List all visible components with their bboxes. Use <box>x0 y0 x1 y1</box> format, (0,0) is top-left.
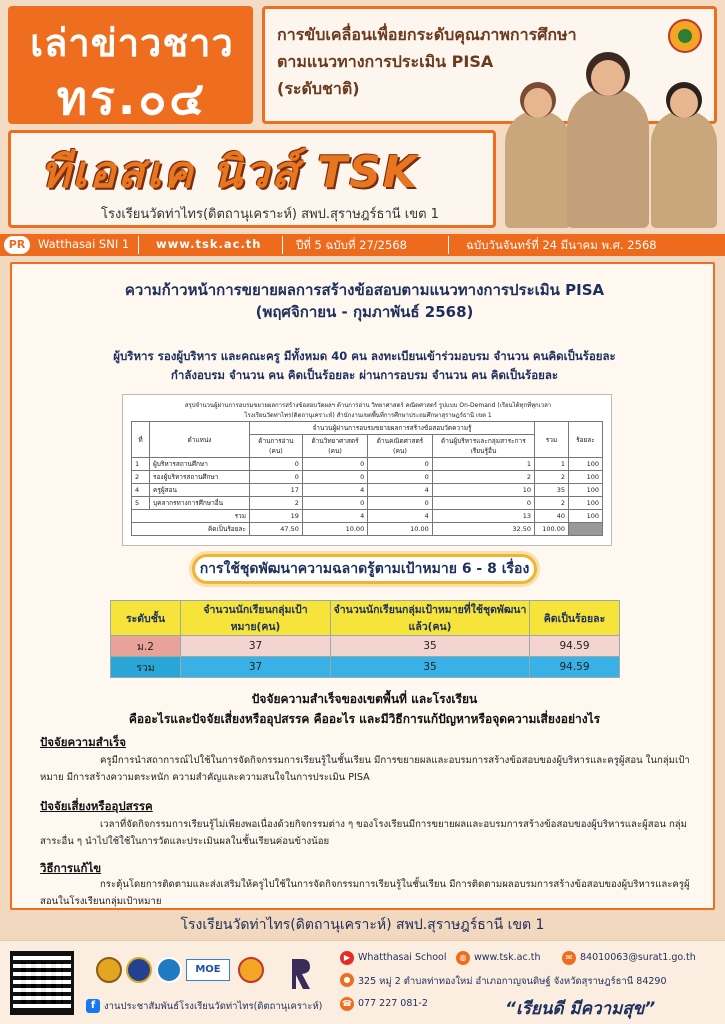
cell: 2 <box>132 471 150 484</box>
col-math: ด้านคณิตศาสตร์ (คน) <box>368 435 433 458</box>
sum-label: รวม <box>132 510 250 523</box>
youtube-icon[interactable]: ▶ <box>340 951 354 965</box>
content-title-line1: ความก้าวหน้าการขยายผลการสร้างข้อสอบตามแนวทางการประเมิน PISA <box>124 281 605 299</box>
cell: 0 <box>368 471 433 484</box>
cell: 100.00 <box>535 523 569 536</box>
cell: 100 <box>569 510 603 523</box>
website-link[interactable]: www.tsk.ac.th <box>156 237 262 251</box>
cell: 4 <box>368 510 433 523</box>
footer-school-name: โรงเรียนวัดท่าไทร(ดิตถานุเคราะห์) สพป.สุราษฎร์ธานี เขต 1 <box>180 917 545 933</box>
col-read: ด้านการอ่าน (คน) <box>250 435 303 458</box>
cell: 37 <box>181 657 331 678</box>
cell: 100 <box>569 471 603 484</box>
location-icon: ● <box>340 973 354 987</box>
issue-number: ปีที่ 5 ฉบับที่ 27/2568 <box>296 238 407 252</box>
phone-icon: ☎ <box>340 997 354 1011</box>
cell: 4 <box>302 510 367 523</box>
table-row <box>111 636 620 657</box>
person-figure-icon <box>505 110 571 228</box>
cell: 17 <box>250 484 303 497</box>
school-subtitle: โรงเรียนวัดท่าไทร(ดิตถานุเคราะห์) สพป.สุราษฎร์ธานี เขต 1 <box>101 207 439 222</box>
divider <box>138 236 139 254</box>
moe-logo: MOE <box>186 959 230 981</box>
cell: 0 <box>250 471 303 484</box>
doc-caption2: โรงเรียนวัดท่าไทร(ดิตถานุเคราะห์) สำนักงานเขตพื้นที่การศึกษาประถมศึกษาสุราษฎร์ธานี เขต 1 <box>244 412 492 419</box>
cell: 2 <box>432 471 534 484</box>
cell: 1 <box>535 458 569 471</box>
cell: 19 <box>250 510 303 523</box>
school-logo-icon <box>238 957 264 983</box>
staff-photo <box>505 60 720 228</box>
doc-caption1: สรุปจำนวนผู้ผ่านการอบรมขยายผลการสร้างข้อสอบวัดผลฯ ด้านการอ่าน วิทยาศาสตร์ คณิตศาสตร์ รูปแบบ On-Demand (เรียนได้ทุกที่ทุกเวลา <box>184 402 552 409</box>
lead-line1: ผู้บริหาร รองผู้บริหาร และคณะครู มีทั้งหมด 40 คน ลงทะเบียนเข้าร่วมอบรม จำนวน คนคิดเป็นร้อยละ <box>113 349 616 363</box>
risk-paragraph: เวลาที่จัดกิจกรรมการเรียนรู้ไม่เพียงพอเนื่องด้วยกิจกรรมต่าง ๆ ของโรงเรียนมีการขยายผลและอบรมการสร้างข้อสอบของผู้บริหารและผู้สอน กลุ่มสาระอื่น ๆ นำไปใช้ใช้ในการวัดและประเมินผลในชั้นเรียนค่อนข้างน้อย <box>40 819 687 847</box>
content-title-line2: (พฤศจิกายน - กุมภาพันธ์ 2568) <box>255 303 474 321</box>
issue-date: ฉบับวันจันทร์ที่ 24 มีนาคม พ.ศ. 2568 <box>466 238 657 252</box>
cell: 37 <box>181 636 331 657</box>
content-panel <box>10 262 715 910</box>
col-target: จำนวนนักเรียนกลุ่มเป้าหมาย(คน) <box>181 601 331 636</box>
solution-paragraph: กระตุ้นโดยการติดตามและส่งเสริมให้ครูไปใช้ในการจัดกิจกรรมการเรียนรู้ในชั้นเรียน มีการติดตามผลอบรมการสร้างข้อสอบของผู้บริหารและครูผู้สอนในโรงเรียนกลุ่มเป้าหมาย <box>40 879 690 907</box>
cell: 10.00 <box>368 523 433 536</box>
channel-name: Watthasai SNI 1 <box>38 237 130 251</box>
cell: 100 <box>569 484 603 497</box>
ministry-logo-icon <box>126 957 152 983</box>
col-admin: ด้านผู้บริหารและกลุ่มสาระการเรียนรู้อื่น <box>432 435 534 458</box>
table-row <box>132 471 603 484</box>
qr-code-icon[interactable] <box>10 951 74 1015</box>
cell: 0 <box>302 458 367 471</box>
rp-logo-icon <box>288 955 316 993</box>
news-banner <box>8 130 496 228</box>
footer-email[interactable]: 84010063@surat1.go.th <box>580 952 696 963</box>
headline-line3: (ระดับชาติ) <box>277 79 360 98</box>
school-emblem-icon <box>668 19 702 53</box>
footer-phone[interactable]: 077 227 081-2 <box>358 998 428 1009</box>
cell: 35 <box>331 636 530 657</box>
cell: 5 <box>132 497 150 510</box>
cell: 0 <box>368 497 433 510</box>
literacy-summary-table <box>110 600 620 678</box>
cell: 47.50 <box>250 523 303 536</box>
mail-icon: ✉ <box>562 951 576 965</box>
cell: 10.00 <box>302 523 367 536</box>
footer <box>0 940 725 1024</box>
cell: 2 <box>250 497 303 510</box>
footer-website[interactable]: www.tsk.ac.th <box>474 952 541 963</box>
table-row <box>132 458 603 471</box>
cell: 40 <box>535 510 569 523</box>
col-group: จำนวนผู้ผ่านการอบรมขยายผลการสร้างข้อสอบวัดความรู้ <box>250 422 535 435</box>
cell: 4 <box>368 484 433 497</box>
factor-title-line2: คืออะไรและปัจจัยเสี่ยงหรืออุปสรรค คืออะไร และมีวิธีการแก้ปัญหาหรือจุดความเสี่ยงอย่างไร <box>128 712 601 726</box>
cell: 35 <box>535 484 569 497</box>
news-title: ทีเอสเค นิวส์ TSK <box>41 147 419 198</box>
pr-badge: PR <box>4 236 30 254</box>
training-table <box>131 421 603 536</box>
cell: 13 <box>432 510 534 523</box>
cell: 0 <box>302 497 367 510</box>
obec-logo-icon <box>96 957 122 983</box>
youtube-channel[interactable]: Whatthasai School <box>358 952 447 963</box>
info-bar <box>0 234 725 256</box>
cell: 0 <box>432 497 534 510</box>
cell: 1 <box>432 458 534 471</box>
solution-heading: วิธีการแก้ไข <box>40 861 102 875</box>
person-figure-icon <box>651 110 717 228</box>
headline-line1: การขับเคลื่อนเพื่อยกระดับคุณภาพการศึกษา <box>277 25 577 44</box>
table-row <box>132 497 603 510</box>
brand-line2: ทร.๐๔ <box>56 71 208 125</box>
agency-logo-icon <box>156 957 182 983</box>
cell: 94.59 <box>530 657 620 678</box>
cell: 10 <box>432 484 534 497</box>
col-total: รวม <box>535 422 569 458</box>
cell: 100 <box>569 458 603 471</box>
cell: บุคลากรทางการศึกษาอื่น <box>150 497 250 510</box>
table-row <box>111 657 620 678</box>
cell: 1 <box>132 458 150 471</box>
cell: รวม <box>111 657 181 678</box>
cell: ครูผู้สอน <box>150 484 250 497</box>
col-level: ระดับชั้น <box>111 601 181 636</box>
cell-empty <box>569 523 603 536</box>
risk-heading: ปัจจัยเสี่ยงหรืออุปสรรค <box>40 799 153 813</box>
header <box>0 0 725 232</box>
col-percent: คิดเป็นร้อยละ <box>530 601 620 636</box>
col-used: จำนวนนักเรียนกลุ่มเป้าหมายที่ใช้ชุดพัฒนาแล้ว(คน) <box>331 601 530 636</box>
cell: ผู้บริหารสถานศึกษา <box>150 458 250 471</box>
cell: 32.50 <box>432 523 534 536</box>
factor-title-line1: ปัจจัยความสำเร็จของเขตพื้นที่ และโรงเรียน <box>251 692 478 706</box>
headline-line2: ตามแนวทางการประเมิน PISA <box>277 52 494 71</box>
person-figure-icon <box>567 88 649 228</box>
footer-address: 325 หมู่ 2 ตำบลท่าทองใหม่ อำเภอกาญจนดิษฐ์ จังหวัดสุราษฎร์ธานี 84290 <box>358 976 667 987</box>
divider <box>282 236 283 254</box>
cell: 0 <box>250 458 303 471</box>
cell: 94.59 <box>530 636 620 657</box>
divider <box>448 236 449 254</box>
col-no: ที่ <box>132 422 150 458</box>
col-pct: ร้อยละ <box>569 422 603 458</box>
cell: 100 <box>569 497 603 510</box>
cell: 2 <box>535 471 569 484</box>
table-row <box>132 484 603 497</box>
brand-box <box>8 6 253 124</box>
cell: 35 <box>331 657 530 678</box>
success-paragraph: ครูมีการนำสถาการณ์ไปใช้ในการจัดกิจกรรมการเรียนรู้ในชั้นเรียน มีการขยายผลและอบรมการสร้างข้อสอบของผู้บริหารและครูผู้สอน ในกลุ่มเป้าหมาย มีการสร้างความตระหนัก ความสำคัญและความสนใจในการประเมิน PISA <box>40 755 690 783</box>
cell: รองผู้บริหารสถานศึกษา <box>150 471 250 484</box>
facebook-icon[interactable]: f <box>86 999 100 1013</box>
section-bubble: การใช้ชุดพัฒนาความฉลาดรู้ตามเป้าหมาย 6 - 8 เรื่อง <box>192 554 537 584</box>
success-heading: ปัจจัยความสำเร็จ <box>40 735 127 749</box>
percent-label: คิดเป็นร้อยละ <box>132 523 250 536</box>
percent-row <box>132 523 603 536</box>
training-summary-document <box>122 394 612 546</box>
brand-line1: เล่าข่าวชาว <box>30 21 234 65</box>
slogan: “เรียนดี มีความสุข” <box>505 999 656 1019</box>
cell: 4 <box>302 484 367 497</box>
facebook-page[interactable]: งานประชาสัมพันธ์โรงเรียนวัดท่าไทร(ดิตถานุเคราะห์) <box>104 1001 323 1012</box>
lead-line2: กำลังอบรม จำนวน คน คิดเป็นร้อยละ ผ่านการอบรม จำนวน คน คิดเป็นร้อยละ <box>170 368 559 382</box>
col-sci: ด้านวิทยาศาสตร์ (คน) <box>302 435 367 458</box>
col-position: ตำแหน่ง <box>150 422 250 458</box>
cell: 0 <box>368 458 433 471</box>
sum-row <box>132 510 603 523</box>
cell: 2 <box>535 497 569 510</box>
cell: 0 <box>302 471 367 484</box>
cell: ม.2 <box>111 636 181 657</box>
globe-icon: ◍ <box>456 951 470 965</box>
cell: 4 <box>132 484 150 497</box>
